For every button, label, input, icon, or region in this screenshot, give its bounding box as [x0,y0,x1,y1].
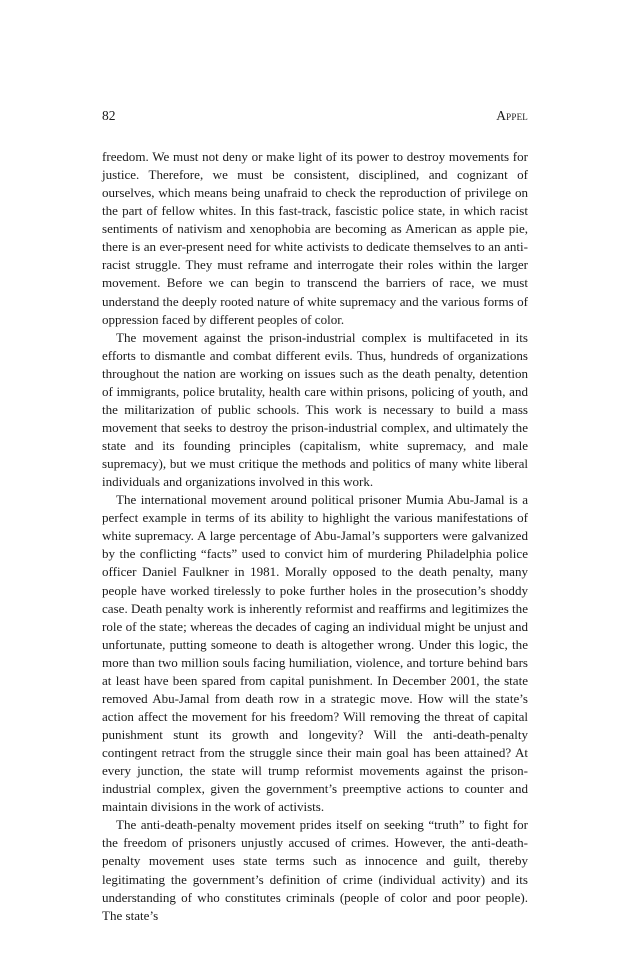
paragraph: freedom. We must not deny or make light of its power to destroy movements for justice. Therefore, we must be consistent, disciplined, and cognizant of ourselves, which means being unafraid to check the reproduction of privilege on the part of fellow whites. In this fast-track, fascistic police state, in which racist sentiments of nativism and xenophobia are becoming as American as apple pie, there is an ever-present need for white activists to dedicate themselves to an anti-racist struggle. They must reframe and interrogate their roles within the larger movement. Before we can begin to transcend the barriers of race, we must understand the deeply rooted nature of white supremacy and the various forms of oppression faced by different peoples of color. [102,149,528,327]
paragraph: The anti-death-penalty movement prides itself on seeking “truth” to fight for the freedom of prisoners unjustly accused of crimes. However, the anti-death-penalty movement uses state terms such as innocence and guilt, thereby legitimating the government’s definition of crime (individual activity) and its understanding of who constitutes criminals (people of color and poor people). The state’s [102,817,528,923]
paragraph: The international movement around political prisoner Mumia Abu-Jamal is a perfect example in terms of its ability to highlight the various manifestations of white supremacy. A large percentage of Abu-Jamal’s supporters were galvanized by the conflicting “facts” used to convict him of murdering Philadelphia police officer Daniel Faulkner in 1981. Morally opposed to the death penalty, many people have worked tirelessly to poke further holes in the prosecution’s shoddy case. Death penalty work is inherently reformist and reaffirms and legitimizes the role of the state; whereas the decades of caging an individual might be unjust and unfortunate, putting someone to death is altogether wrong. Under this logic, the more than two million souls facing humiliation, violence, and torture behind bars at least have been spared from capital punishment. In December 2001, the state removed Abu-Jamal from death row in a strategic move. How will the state’s action affect the movement for his freedom? Will removing the threat of capital punishment stunt its growth and longevity? Will the anti-death-penalty contingent retract from the struggle since their main goal has been attained? At every junction, the state will trump reformist movements against the prison-industrial complex, given the government’s preemptive actions to counter and maintain divisions in the work of activists. [102,492,528,815]
page-number: 82 [102,108,116,123]
paragraph: The movement against the prison-industrial complex is multifaceted in its efforts to dismantle and combat different evils. Thus, hundreds of organizations throughout the nation are working on issues such as the death penalty, detention of immigrants, police brutality, health care within prisons, policing of youth, and the militarization of public schools. This work is necessary to build a mass movement that seeks to destroy the prison-industrial complex, and ultimately the state and its founding principles (capitalism, white supremacy, and male supremacy), but we must critique the methods and politics of many white liberal individuals and organizations involved in this work. [102,329,528,490]
running-head: Appel [496,108,528,123]
body-text [102,148,528,925]
